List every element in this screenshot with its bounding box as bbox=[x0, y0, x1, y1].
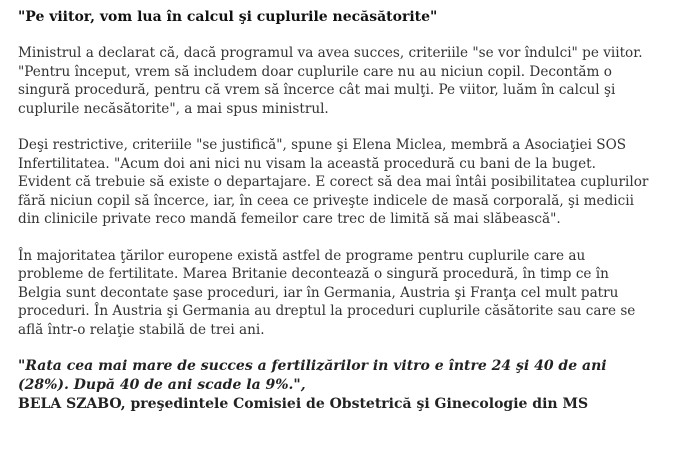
paragraph-line: Deşi restrictive, criteriile "se justifică", spune şi Elena Miclea, membră a Asociaţiei SOS bbox=[18, 137, 627, 153]
quote-line: "Rata cea mai mare de succes a fertilizărilor in vitro e între 24 şi 40 de ani bbox=[18, 358, 607, 374]
quote-author: BELA SZABO, preşedintele Comisiei de Obstetrică şi Ginecologie din MS bbox=[18, 396, 589, 412]
paragraph-line: Ministrul a declarat că, dacă programul va avea succes, criteriile "se vor îndulci" pe viitor. bbox=[18, 45, 643, 61]
paragraph-line: probleme de fertilitate. Marea Britanie decontează o singură procedură, în timp ce în bbox=[18, 266, 609, 282]
paragraph-line: cuplurile necăsătorite", a mai spus ministrul. bbox=[18, 100, 329, 117]
paragraph-line: "Pentru început, vrem să includem doar cuplurile care nu au niciun copil. Decontăm o bbox=[18, 63, 612, 80]
paragraph-line: Evident că trebuie să existe o departajare. E corect să dea mai întâi posibilitatea cuplurilor bbox=[18, 174, 649, 190]
quote-line: (28%). După 40 de ani scade la 9%.", bbox=[18, 377, 306, 393]
paragraph-line: Belgia sunt decontate şase proceduri, iar în Germania, Austria şi Franţa cel mult patru bbox=[18, 284, 619, 301]
pull-quote bbox=[18, 357, 668, 395]
paragraph-line: În majoritatea ţărilor europene există astfel de programe pentru cuplurile care au bbox=[18, 247, 586, 264]
paragraph-europe bbox=[18, 247, 668, 340]
paragraph-line: Infertilitatea. "Acum doi ani nici nu visam la această procedură cu bani de la buget. bbox=[18, 155, 596, 172]
paragraph-miclea bbox=[18, 136, 668, 229]
paragraph-minister bbox=[18, 44, 668, 118]
article-heading: "Pe viitor, vom lua în calcul şi cuplurile necăsătorite" bbox=[18, 9, 438, 25]
paragraph-line: proceduri. În Austria şi Germania au dreptul la proceduri cuplurile căsătorite sau care se bbox=[18, 303, 636, 319]
paragraph-line: singură procedură, pentru că vrem să încerce cât mai mulţi. Pe viitor, luăm în calcul şi bbox=[18, 82, 616, 98]
paragraph-line: din clinicile private reco mandă femeilor care trec de limită să mai slăbească". bbox=[18, 211, 561, 227]
paragraph-line: află într-o relaţie stabilă de trei ani. bbox=[18, 321, 265, 338]
paragraph-line: fără niciun copil să încerce, iar, în ceea ce priveşte indicele de masă corporală, şi medicii bbox=[18, 192, 634, 209]
article-body bbox=[18, 8, 668, 414]
